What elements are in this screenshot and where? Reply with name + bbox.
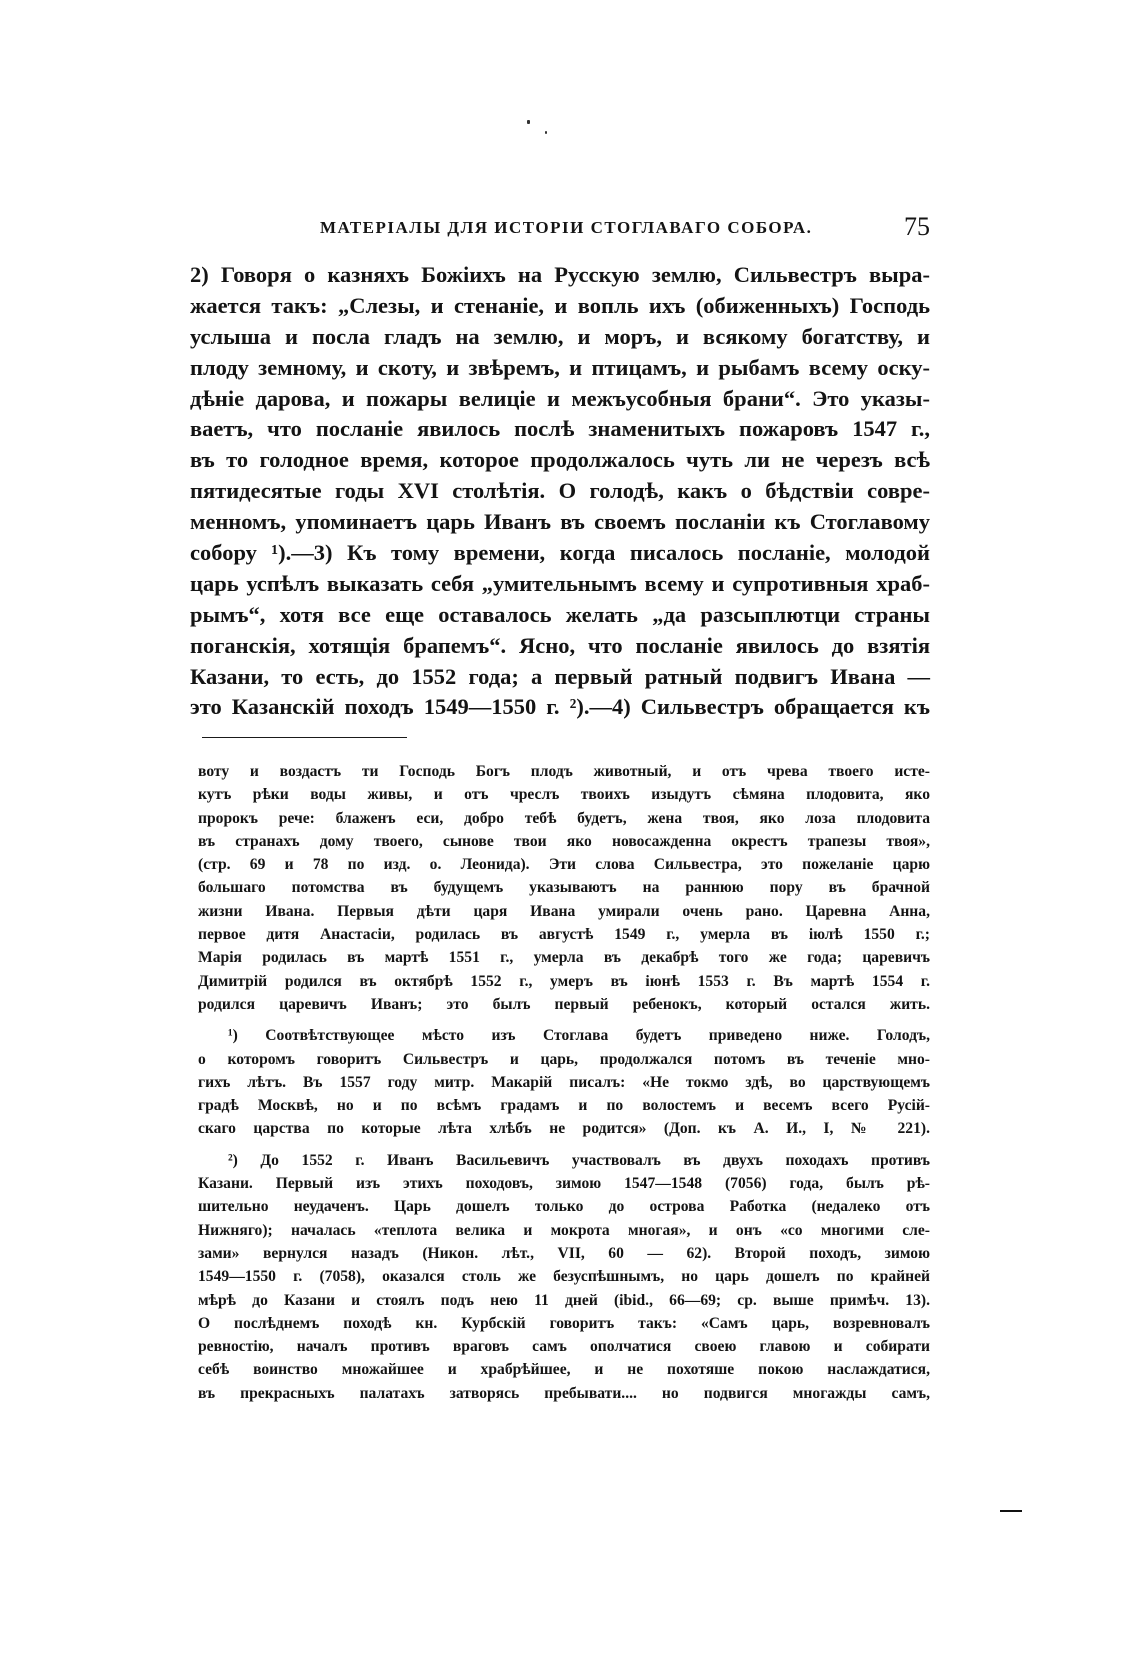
footnote-divider [202, 737, 407, 738]
text-line: плоду земному, и скоту, и звѣремъ, и птицамъ, и рыбамъ всему оску- [190, 354, 930, 380]
footnote-line: Марія родилась въ мартѣ 1551 г., умерла въ декабрѣ того же года; царевичъ [198, 949, 930, 967]
footnote-line: кутъ рѣки воды живы, и отъ чреслъ твоихъ изыдутъ сѣмяна плодовита, яко [198, 786, 930, 804]
footnote-2-line: себѣ воинство множайшее и храбрѣйшее, и не похотяше покою наслаждатися, [198, 1361, 930, 1379]
footnote-1-line: гихъ лѣтъ. Въ 1557 году митр. Макарій писалъ: «Не токмо здѣ, во царствующемъ [198, 1073, 930, 1091]
footnotes [198, 760, 930, 1405]
text-line: пятидесятые годы XVI столѣтія. О голодѣ, какъ о бѣдствіи совре- [190, 478, 930, 504]
page-header [190, 212, 930, 246]
text-line: ваетъ, что посланіе явилось послѣ знаменитыхъ пожаровъ 1547 г., [190, 416, 930, 442]
text-line: менномъ, упоминаетъ царь Иванъ въ своемъ посланіи къ Стоглавому [190, 509, 930, 535]
text-line: 2) Говоря о казняхъ Божіихъ на Русскую землю, Сильвестръ выра- [190, 262, 930, 287]
footnote-line: большаго потомства въ будущемъ указываютъ на раннюю пору въ брачной [198, 879, 930, 897]
footnote-2-line: ²) До 1552 г. Иванъ Васильевичъ участвовалъ въ двухъ походахъ противъ [228, 1151, 930, 1169]
footnote-line: въ странахъ дому твоего, сынове твои яко новосажденна окрестъ трапезы твоя», [198, 832, 930, 850]
footnote-line: первое дитя Анастасіи, родилась въ августѣ 1549 г., умерла въ іюлѣ 1550 г.; [198, 926, 930, 944]
footnote-2-line: въ прекрасныхъ палатахъ затворясь пребывати.... но подвигся многажды самъ, [198, 1384, 930, 1402]
page-number: 75 [904, 212, 930, 241]
footnote-2-line: Казани. Первый изъ этихъ походовъ, зимою 1547—1548 (7056) года, былъ рѣ- [198, 1175, 930, 1193]
footnote-line: воту и воздастъ ти Господь Богъ плодъ животный, и отъ чрева твоего исте- [198, 763, 930, 780]
text-line: это Казанскій походъ 1549—1550 г. ²).—4) Сильвестръ обращается къ [190, 694, 930, 720]
footnote-2-line: О послѣднемъ походѣ кн. Курбскій говоритъ такъ: «Самъ царь, возревновалъ [198, 1314, 930, 1332]
footnote-1-line: ¹) Соотвѣтствующее мѣсто изъ Стоглава будетъ приведено ниже. Голодъ, [228, 1027, 930, 1045]
footnote-2-line: зами» вернулся назадъ (Никон. лѣт., VII, 60 — 62). Второй походъ, зимою [198, 1244, 930, 1262]
scan-speck [545, 131, 547, 134]
footnote-line: (стр. 69 и 78 по изд. о. Леонида). Эти слова Сильвестра, это пожеланіе царю [198, 856, 930, 874]
footnote-2-line: 1549—1550 г. (7058), оказался столь же безуспѣшнымъ, но царь дошелъ по крайней [198, 1268, 930, 1286]
footnote-line: родился царевичъ Иванъ; это былъ первый ребенокъ, который остался жить. [198, 995, 930, 1013]
footnote-1-line: скаго царства по которые лѣта хлѣбъ не родится» (Доп. къ А. И., I, № 221). [198, 1120, 930, 1138]
text-line: Казани, то есть, до 1552 года; а первый ратный подвигъ Ивана — [190, 663, 930, 689]
footnote-1-line: градѣ Москвѣ, но и по всѣмъ градамъ и по волостемъ и весемъ всего Русій- [198, 1097, 930, 1115]
main-text [190, 260, 930, 723]
footnote-2-line: шительно неудаченъ. Царь дошелъ только до острова Работка (недалеко отъ [198, 1198, 930, 1216]
footnote-2-line: ревностію, началъ противъ враговъ самъ ополчатися своею главою и собирати [198, 1338, 930, 1356]
text-line: рымъ“, хотя все еще оставалось желать „да разсыплютци страны [190, 601, 930, 627]
footnote-line: пророкъ рече: блаженъ еси, добро тебѣ будетъ, жена твоя, яко лоза плодовита [198, 809, 930, 827]
footnote-2-line: Нижняго); началась «теплота велика и мокрота многая», и онъ «со многими сле- [198, 1221, 930, 1239]
text-line: въ то голодное время, которое продолжалось чуть ли не черезъ всѣ [190, 447, 930, 473]
text-line: дѣніе дарова, и пожары велиціе и межъусобныя брани“. Это указы- [190, 385, 930, 411]
running-title: МАТЕРІАЛЫ ДЛЯ ИСТОРІИ СТОГЛАВАГО СОБОРА. [320, 218, 813, 237]
margin-dash [1000, 1510, 1022, 1512]
text-line: поганскія, хотящія брапемъ“. Ясно, что посланіе явилось до взятія [190, 632, 930, 658]
footnote-line: жизни Ивана. Первыя дѣти царя Ивана умирали очень рано. Царевна Анна, [198, 902, 930, 920]
footnote-line: Димитрій родился въ октябрѣ 1552 г., умеръ въ іюнѣ 1553 г. Въ мартѣ 1554 г. [198, 972, 930, 990]
text-line: жается такъ: „Слезы, и стенаніе, и вопль ихъ (обиженныхъ) Господь [190, 292, 930, 318]
text-line: собору ¹).—3) Къ тому времени, когда писалось посланіе, молодой [190, 540, 930, 566]
scan-speck [527, 120, 530, 124]
text-line: услыша и посла гладъ на землю, и моръ, и всякому богатству, и [190, 323, 930, 349]
text-line: царь успѣлъ выказать себя „умительнымъ всему и супротивныя храб- [190, 570, 930, 596]
footnote-2-line: мѣрѣ до Казани и стоялъ подъ нею 11 дней (ibid., 66—69; ср. выше примѣч. 13). [198, 1291, 930, 1309]
footnote-1-line: о которомъ говоритъ Сильвестръ и царь, продолжался потомъ въ теченіе мно- [198, 1050, 930, 1068]
